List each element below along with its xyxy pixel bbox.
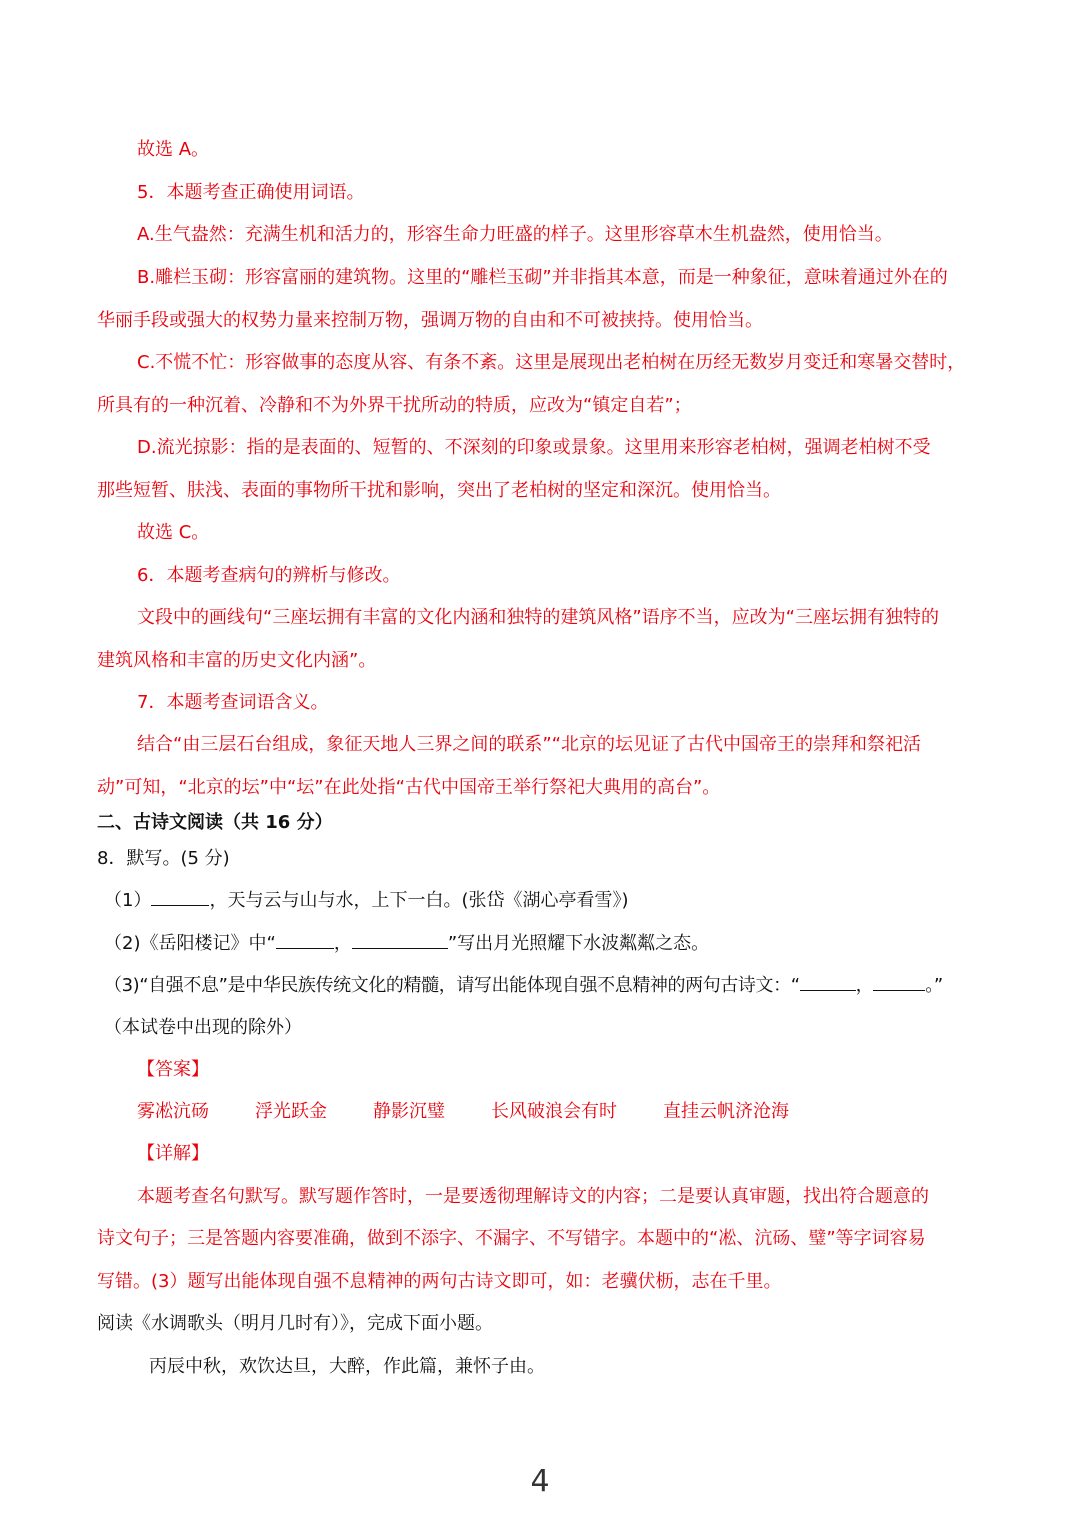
explanation-label: 【详解】 — [137, 1143, 209, 1164]
conclusion-line: 故选 C。 — [137, 522, 210, 543]
q8-item-1 — [104, 889, 629, 913]
option-b-text-cont: 华丽手段或强大的权势力量来控制万物，强调万物的自由和不可被挟持。使用恰当。 — [97, 310, 763, 331]
answer-list — [137, 1100, 789, 1124]
q7-explanation: 结合“由三层石台组成，象征天地人三界之间的联系”“北京的坛见证了古代中国帝王的崇拜和祭祀活 — [137, 734, 921, 755]
answer-item: 长风破浪会有时 — [491, 1101, 617, 1122]
q8-item-2-prefix: （2)《岳阳楼记》中“ — [104, 933, 276, 954]
q8-item-3-end: 。” — [925, 975, 943, 996]
answer-item: 静影沉璧 — [373, 1101, 445, 1122]
answer-blank[interactable] — [873, 974, 925, 991]
option-d-text-cont: 那些短暂、肤浅、表面的事物所干扰和影响，突出了老柏树的坚定和深沉。使用恰当。 — [97, 480, 781, 501]
answer-item: 雾凇沆砀 — [137, 1101, 209, 1122]
q8-item-1-prefix: （1） — [104, 890, 152, 911]
explanation-text: 本题考查名句默写。默写题作答时，一是要透彻理解诗文的内容；二是要认真审题，找出符合题意的 — [137, 1186, 929, 1207]
poem-preface: 丙辰中秋，欢饮达旦，大醉，作此篇，兼怀子由。 — [149, 1356, 545, 1377]
q8-note: （本试卷中出现的除外） — [104, 1017, 302, 1038]
q7-explanation-cont: 动”可知，“北京的坛”中“坛”在此处指“古代中国帝王举行祭祀大典用的高台”。 — [97, 777, 721, 798]
q7-heading: 7．本题考查词语含义。 — [137, 692, 329, 713]
q8-item-3-prefix: （3)“自强不息”是中华民族传统文化的精髓，请写出能体现自强不息精神的两句古诗文：“ — [104, 975, 800, 996]
answer-label: 【答案】 — [137, 1059, 209, 1080]
answer-blank[interactable] — [352, 932, 448, 949]
answer-item: 直挂云帆济沧海 — [663, 1101, 789, 1122]
answer-blank[interactable] — [800, 974, 856, 991]
explanation-text-cont: 诗文句子；三是答题内容要准确，做到不添字、不漏字、不写错字。本题中的“凇、沆砀、璧”等字词容易 — [97, 1228, 926, 1249]
page-number: 4 — [530, 1464, 550, 1499]
section-heading: 二、古诗文阅读（共 16 分） — [97, 812, 333, 833]
answer-blank[interactable] — [151, 889, 209, 906]
q5-heading: 5．本题考查正确使用词语。 — [137, 182, 365, 203]
q6-heading: 6．本题考查病句的辨析与修改。 — [137, 565, 401, 586]
explanation-text-cont: 写错。(3）题写出能体现自强不息精神的两句古诗文即可，如：老骥伏枥，志在千里。 — [97, 1271, 782, 1292]
q8-item-2-sep: ， — [333, 933, 352, 954]
q8-heading: 8．默写。(5 分) — [97, 848, 230, 869]
q8-item-3-sep: ， — [855, 975, 874, 996]
q8-item-3 — [104, 974, 943, 998]
option-d-text: D.流光掠影：指的是表面的、短暂的、不深刻的印象或景象。这里用来形容老柏树，强调老柏树不受 — [137, 437, 931, 458]
q8-item-2 — [104, 932, 709, 956]
option-c-text-cont: 所具有的一种沉着、冷静和不为外界干扰所动的特质，应改为“镇定自若”； — [97, 395, 692, 416]
option-c-text: C.不慌不忙：形容做事的态度从容、有条不紊。这里是展现出老柏树在历经无数岁月变迁和寒暑交替时， — [137, 352, 966, 373]
q6-explanation-cont: 建筑风格和丰富的历史文化内涵”。 — [97, 650, 377, 671]
reading-instruction: 阅读《水调歌头（明月几时有）》，完成下面小题。 — [97, 1313, 493, 1334]
q8-item-1-text: ，天与云与山与水，上下一白。(张岱《湖心亭看雪》) — [209, 890, 629, 911]
q8-item-2-text: ”写出月光照耀下水波粼粼之态。 — [447, 933, 710, 954]
conclusion-line: 故选 A。 — [137, 139, 210, 160]
answer-blank[interactable] — [276, 932, 334, 949]
option-a-text: A.生气盎然：充满生机和活力的，形容生命力旺盛的样子。这里形容草木生机盎然，使用恰当。 — [137, 224, 893, 245]
option-b-text: B.雕栏玉砌：形容富丽的建筑物。这里的“雕栏玉砌”并非指其本意，而是一种象征，意味着通过外在的 — [137, 267, 948, 288]
q6-explanation: 文段中的画线句“三座坛拥有丰富的文化内涵和独特的建筑风格”语序不当，应改为“三座坛拥有独特的 — [137, 607, 939, 628]
answer-item: 浮光跃金 — [255, 1101, 327, 1122]
